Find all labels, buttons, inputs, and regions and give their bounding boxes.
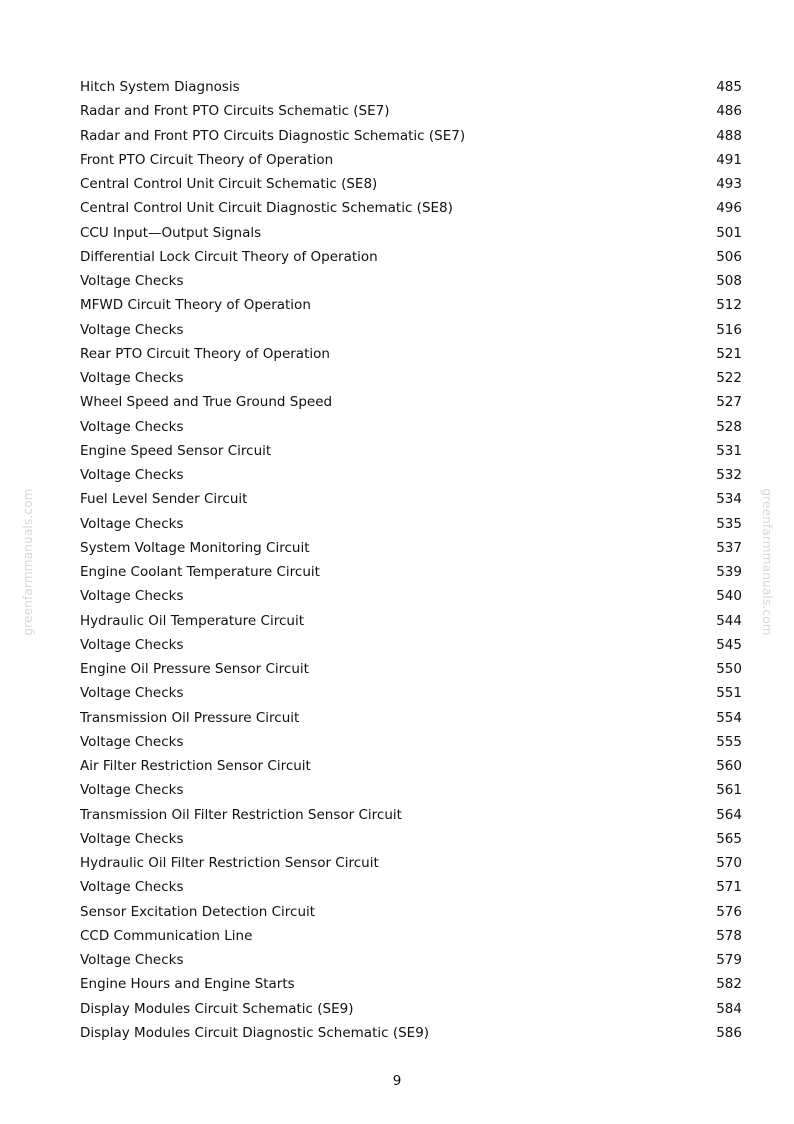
toc-entry[interactable] <box>80 900 742 924</box>
toc-entry-page: 571 <box>716 879 742 896</box>
toc-entry-page: 545 <box>716 636 742 653</box>
toc-entry-title: Central Control Unit Circuit Schematic (SE8) <box>80 176 378 192</box>
toc-entry-title: Radar and Front PTO Circuits Schematic (SE7) <box>80 103 390 120</box>
toc-entry[interactable] <box>80 415 742 439</box>
toc-entry-page: 531 <box>716 442 742 459</box>
toc-entry-title: Fuel Level Sender Circuit <box>80 491 248 508</box>
toc-entry[interactable] <box>80 1021 742 1045</box>
toc-entry-title: Voltage Checks <box>80 273 184 289</box>
toc-entry-title: Display Modules Circuit Diagnostic Schematic (SE9) <box>80 1024 430 1041</box>
toc-entry[interactable] <box>80 148 742 172</box>
toc-entry[interactable] <box>80 609 742 633</box>
toc-entry-title: Rear PTO Circuit Theory of Operation <box>80 345 330 362</box>
toc-entry-page: 508 <box>716 273 742 289</box>
toc-entry[interactable] <box>80 196 742 220</box>
toc-entry[interactable] <box>80 512 742 536</box>
toc-entry-page: 551 <box>716 685 742 702</box>
toc-entry-title: Voltage Checks <box>80 418 184 435</box>
toc-entry[interactable] <box>80 560 742 584</box>
toc-entry[interactable] <box>80 827 742 851</box>
toc-entry[interactable] <box>80 342 742 366</box>
toc-entry-page: 582 <box>716 976 742 993</box>
toc-entry-title: Hydraulic Oil Filter Restriction Sensor Circuit <box>80 855 379 871</box>
toc-entry-page: 554 <box>716 709 742 726</box>
toc-entry[interactable] <box>80 318 742 342</box>
toc-entry[interactable] <box>80 706 742 730</box>
toc-entry[interactable] <box>80 730 742 754</box>
toc-entry-title: CCD Communication Line <box>80 927 253 944</box>
toc-entry[interactable] <box>80 633 742 657</box>
toc-entry-page: 544 <box>716 612 742 629</box>
toc-entry-title: Voltage Checks <box>80 636 184 653</box>
toc-entry-page: 570 <box>716 855 742 871</box>
watermark-right: greenfarmmanuals.com <box>760 488 774 636</box>
toc-entry[interactable] <box>80 997 742 1021</box>
toc-entry-page: 540 <box>716 588 742 605</box>
toc-entry-title: Differential Lock Circuit Theory of Operation <box>80 248 378 265</box>
toc-entry-title: Voltage Checks <box>80 588 184 605</box>
toc-entry-page: 501 <box>716 224 742 241</box>
toc-entry-page: 537 <box>716 539 742 556</box>
toc-entry-title: Central Control Unit Circuit Diagnostic Schematic (SE8) <box>80 200 453 217</box>
toc-entry-title: Voltage Checks <box>80 733 184 750</box>
toc-entry[interactable] <box>80 99 742 123</box>
toc-entry-title: Engine Oil Pressure Sensor Circuit <box>80 661 309 677</box>
toc-entry[interactable] <box>80 269 742 293</box>
toc-entry-page: 493 <box>716 176 742 192</box>
toc-entry-page: 516 <box>716 321 742 338</box>
toc-entry-title: Transmission Oil Filter Restriction Sensor Circuit <box>80 806 402 823</box>
toc-entry[interactable] <box>80 972 742 996</box>
toc-entry[interactable] <box>80 293 742 317</box>
toc-entry-page: 522 <box>716 370 742 386</box>
toc-entry-title: Voltage Checks <box>80 685 184 702</box>
toc-entry[interactable] <box>80 584 742 608</box>
toc-entry-title: Display Modules Circuit Schematic (SE9) <box>80 1000 354 1017</box>
toc-entry-title: Engine Hours and Engine Starts <box>80 976 295 993</box>
toc-entry-title: Air Filter Restriction Sensor Circuit <box>80 758 311 774</box>
toc-entry[interactable] <box>80 803 742 827</box>
toc-entry[interactable] <box>80 536 742 560</box>
toc-entry[interactable] <box>80 463 742 487</box>
toc-entry-page: 528 <box>716 418 742 435</box>
toc-entry-title: System Voltage Monitoring Circuit <box>80 539 310 556</box>
toc-entry[interactable] <box>80 948 742 972</box>
toc-entry-page: 532 <box>716 467 742 483</box>
page-number: 9 <box>392 1073 402 1089</box>
toc-entry-page: 527 <box>716 394 742 411</box>
toc-entry-title: MFWD Circuit Theory of Operation <box>80 297 311 314</box>
toc-entry-title: Voltage Checks <box>80 830 184 847</box>
toc-entry[interactable] <box>80 221 742 245</box>
toc-entry-page: 565 <box>716 830 742 847</box>
toc-entry[interactable] <box>80 487 742 511</box>
toc-entry[interactable] <box>80 75 742 99</box>
toc-entry-page: 488 <box>716 127 742 144</box>
watermark-left: greenfarmmanuals.com <box>21 488 35 636</box>
toc-entry-title: Voltage Checks <box>80 321 184 338</box>
toc-entry-page: 579 <box>716 952 742 968</box>
toc-entry-title: Voltage Checks <box>80 782 184 799</box>
toc-entry-page: 555 <box>716 733 742 750</box>
toc-entry-page: 535 <box>716 515 742 532</box>
toc-entry[interactable] <box>80 681 742 705</box>
toc-entry-title: Sensor Excitation Detection Circuit <box>80 903 316 920</box>
toc-entry-title: Voltage Checks <box>80 879 184 896</box>
toc-entry-page: 496 <box>716 200 742 217</box>
toc-entry-title: Radar and Front PTO Circuits Diagnostic Schematic (SE7) <box>80 127 466 144</box>
toc-entry[interactable] <box>80 657 742 681</box>
toc-entry[interactable] <box>80 778 742 802</box>
toc-entry-title: Front PTO Circuit Theory of Operation <box>80 151 334 168</box>
toc-entry-title: CCU Input—Output Signals <box>80 224 262 241</box>
toc-entry-page: 486 <box>716 103 742 120</box>
toc-entry-page: 506 <box>716 248 742 265</box>
toc-entry[interactable] <box>80 851 742 875</box>
toc-entry-title: Wheel Speed and True Ground Speed <box>80 394 333 411</box>
toc-entry-title: Voltage Checks <box>80 370 184 386</box>
toc-entry-title: Voltage Checks <box>80 467 184 483</box>
toc-entry-page: 485 <box>716 79 742 95</box>
toc-entry-page: 512 <box>716 297 742 314</box>
toc-entry-page: 491 <box>716 151 742 168</box>
toc-entry-page: 576 <box>716 903 742 920</box>
toc-entry[interactable] <box>80 124 742 148</box>
toc-entry-page: 584 <box>716 1000 742 1017</box>
toc-entry-page: 521 <box>716 345 742 362</box>
toc-entry-page: 550 <box>716 661 742 677</box>
toc-entry-title: Voltage Checks <box>80 952 184 968</box>
toc-entry[interactable] <box>80 754 742 778</box>
toc-entry[interactable] <box>80 390 742 414</box>
toc-entry[interactable] <box>80 366 742 390</box>
toc-entry-title: Hydraulic Oil Temperature Circuit <box>80 612 304 629</box>
toc-entry-page: 578 <box>716 927 742 944</box>
toc-entry-page: 586 <box>716 1024 742 1041</box>
toc-entry[interactable] <box>80 439 742 463</box>
toc-entry[interactable] <box>80 924 742 948</box>
table-of-contents <box>80 75 742 1045</box>
toc-entry[interactable] <box>80 875 742 899</box>
toc-entry-page: 564 <box>716 806 742 823</box>
toc-entry-title: Engine Speed Sensor Circuit <box>80 442 272 459</box>
toc-entry[interactable] <box>80 172 742 196</box>
toc-entry-page: 534 <box>716 491 742 508</box>
toc-entry-title: Hitch System Diagnosis <box>80 79 240 95</box>
toc-entry-page: 539 <box>716 564 742 580</box>
toc-entry-title: Transmission Oil Pressure Circuit <box>80 709 300 726</box>
toc-entry-title: Engine Coolant Temperature Circuit <box>80 564 320 580</box>
toc-entry-title: Voltage Checks <box>80 515 184 532</box>
toc-entry[interactable] <box>80 245 742 269</box>
toc-entry-page: 561 <box>716 782 742 799</box>
toc-entry-page: 560 <box>716 758 742 774</box>
